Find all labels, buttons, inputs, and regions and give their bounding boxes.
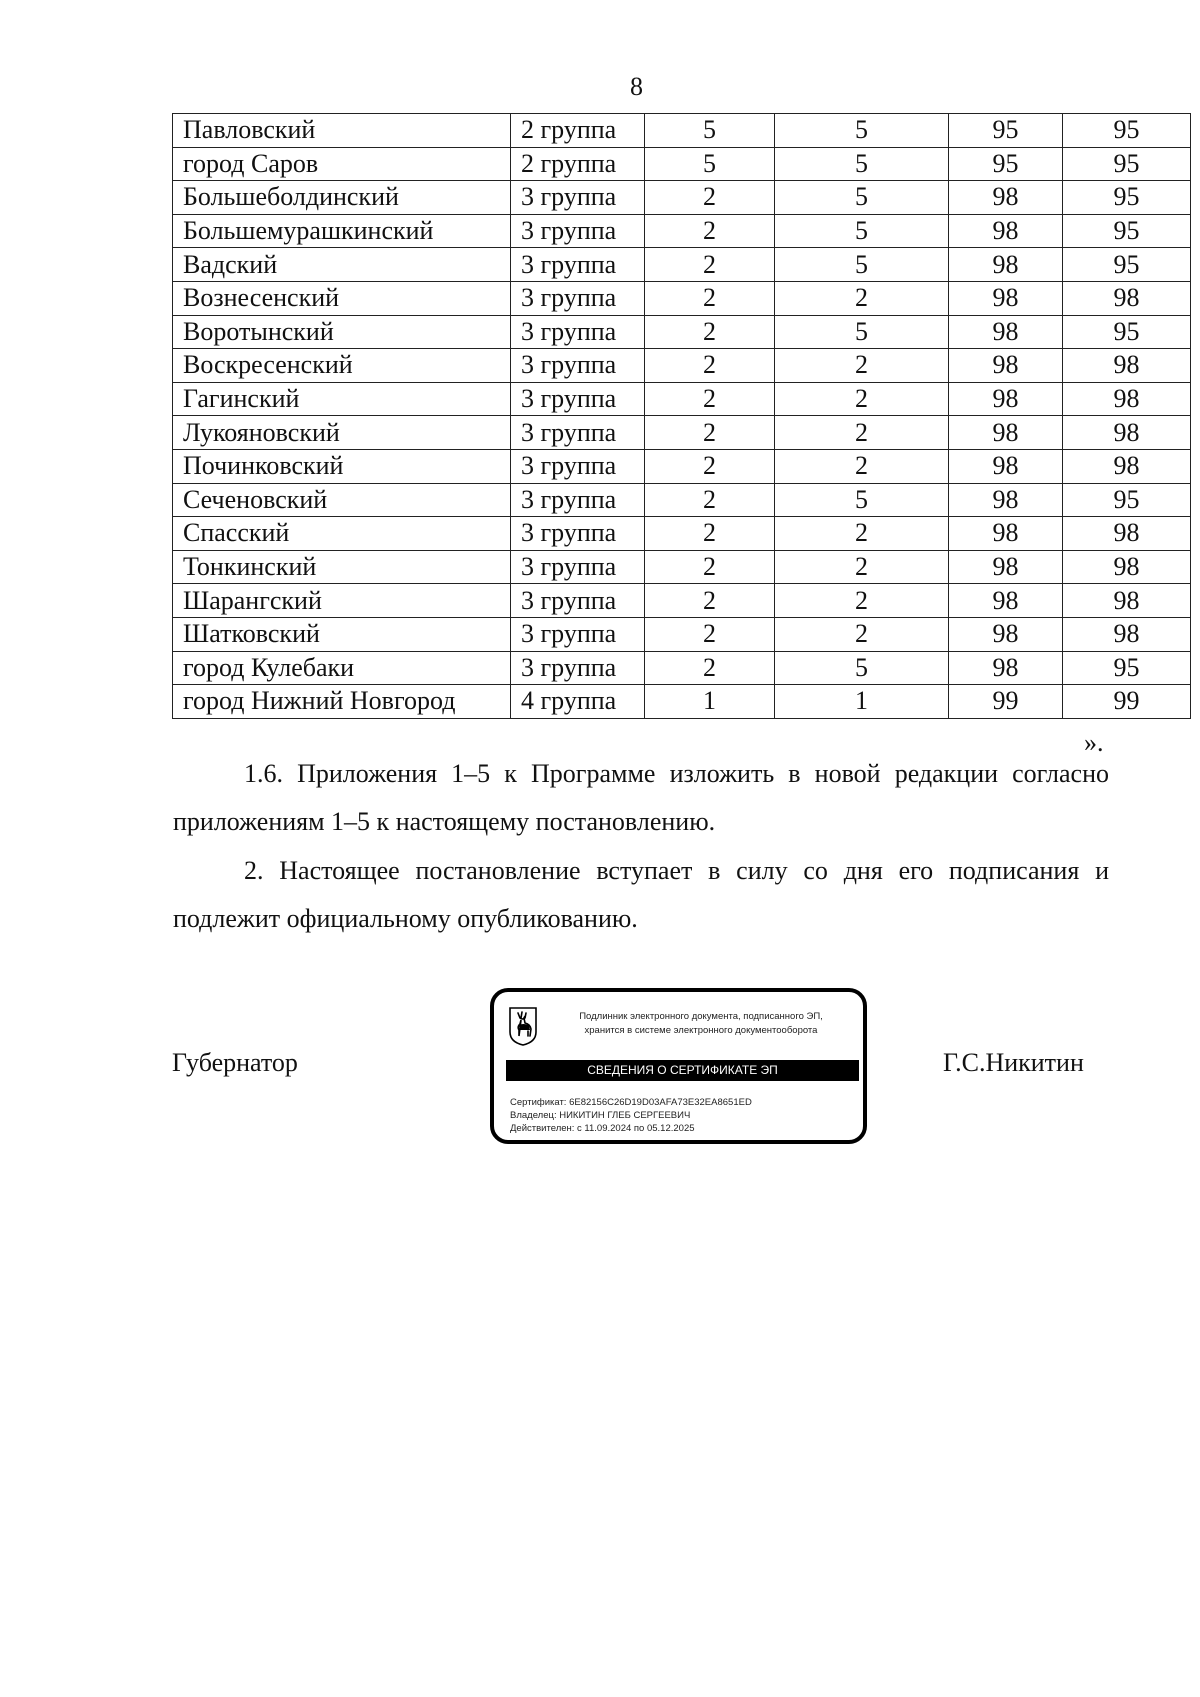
group-cell: 2 группа xyxy=(511,147,645,181)
value-cell: 95 xyxy=(1063,181,1191,215)
value-cell: 5 xyxy=(775,147,949,181)
table-row xyxy=(173,550,1191,584)
table-row xyxy=(173,584,1191,618)
table-row xyxy=(173,449,1191,483)
district-cell: Павловский xyxy=(173,114,511,148)
group-cell: 3 группа xyxy=(511,449,645,483)
value-cell: 98 xyxy=(949,449,1063,483)
value-cell: 98 xyxy=(949,617,1063,651)
value-cell: 98 xyxy=(1063,517,1191,551)
table-row xyxy=(173,248,1191,282)
closing-quote: ». xyxy=(1084,728,1104,757)
value-cell: 95 xyxy=(1063,483,1191,517)
table-row xyxy=(173,181,1191,215)
value-cell: 2 xyxy=(645,214,775,248)
group-cell: 2 группа xyxy=(511,114,645,148)
value-cell: 5 xyxy=(645,114,775,148)
district-cell: Воротынский xyxy=(173,315,511,349)
table-row xyxy=(173,147,1191,181)
value-cell: 95 xyxy=(949,114,1063,148)
table-row xyxy=(173,349,1191,383)
value-cell: 2 xyxy=(645,315,775,349)
value-cell: 2 xyxy=(645,584,775,618)
district-cell: Большеболдинский xyxy=(173,181,511,215)
value-cell: 98 xyxy=(949,248,1063,282)
signatory-name: Г.С.Никитин xyxy=(943,1048,1084,1077)
value-cell: 98 xyxy=(949,517,1063,551)
value-cell: 5 xyxy=(775,248,949,282)
value-cell: 98 xyxy=(949,651,1063,685)
value-cell: 2 xyxy=(645,517,775,551)
table-row xyxy=(173,416,1191,450)
value-cell: 98 xyxy=(1063,584,1191,618)
value-cell: 2 xyxy=(775,550,949,584)
value-cell: 5 xyxy=(775,315,949,349)
group-cell: 3 группа xyxy=(511,584,645,618)
value-cell: 95 xyxy=(1063,147,1191,181)
value-cell: 98 xyxy=(1063,349,1191,383)
value-cell: 2 xyxy=(775,517,949,551)
value-cell: 2 xyxy=(645,248,775,282)
value-cell: 2 xyxy=(775,449,949,483)
district-cell: Починковский xyxy=(173,449,511,483)
value-cell: 98 xyxy=(1063,281,1191,315)
value-cell: 98 xyxy=(949,214,1063,248)
district-cell: город Кулебаки xyxy=(173,651,511,685)
certificate-details xyxy=(510,1096,752,1135)
district-cell: город Саров xyxy=(173,147,511,181)
district-cell: Тонкинский xyxy=(173,550,511,584)
group-cell: 3 группа xyxy=(511,214,645,248)
value-cell: 95 xyxy=(1063,248,1191,282)
value-cell: 5 xyxy=(775,651,949,685)
district-cell: Шарангский xyxy=(173,584,511,618)
value-cell: 95 xyxy=(1063,214,1191,248)
value-cell: 1 xyxy=(645,685,775,719)
paragraph-1-6: 1.6. Приложения 1–5 к Программе изложить в новой редакции согласно приложениям 1–5 к настоящему постановлению. xyxy=(173,759,1109,836)
value-cell: 2 xyxy=(775,416,949,450)
certificate-info-bar: СВЕДЕНИЯ О СЕРТИФИКАТЕ ЭП xyxy=(506,1060,859,1081)
value-cell: 2 xyxy=(645,617,775,651)
table-row xyxy=(173,517,1191,551)
table-row xyxy=(173,315,1191,349)
value-cell: 2 xyxy=(645,483,775,517)
stamp-header xyxy=(546,1010,856,1038)
district-cell: Спасский xyxy=(173,517,511,551)
group-cell: 4 группа xyxy=(511,685,645,719)
value-cell: 98 xyxy=(949,349,1063,383)
table-row xyxy=(173,382,1191,416)
district-cell: Вознесенский xyxy=(173,281,511,315)
value-cell: 5 xyxy=(645,147,775,181)
value-cell: 5 xyxy=(775,214,949,248)
group-cell: 3 группа xyxy=(511,416,645,450)
value-cell: 2 xyxy=(645,651,775,685)
value-cell: 2 xyxy=(775,617,949,651)
stamp-header-line-1: Подлинник электронного документа, подписанного ЭП, xyxy=(579,1011,823,1022)
district-cell: Вадский xyxy=(173,248,511,282)
value-cell: 98 xyxy=(1063,416,1191,450)
value-cell: 2 xyxy=(645,181,775,215)
signatory-title: Губернатор xyxy=(172,1048,298,1077)
group-cell: 3 группа xyxy=(511,349,645,383)
value-cell: 2 xyxy=(645,449,775,483)
value-cell: 99 xyxy=(1063,685,1191,719)
table-row xyxy=(173,617,1191,651)
value-cell: 95 xyxy=(1063,651,1191,685)
value-cell: 2 xyxy=(645,550,775,584)
value-cell: 98 xyxy=(1063,382,1191,416)
table-row xyxy=(173,214,1191,248)
data-table xyxy=(172,113,1191,719)
certificate-owner: Владелец: НИКИТИН ГЛЕБ СЕРГЕЕВИЧ xyxy=(510,1110,691,1121)
group-cell: 3 группа xyxy=(511,651,645,685)
district-cell: Шатковский xyxy=(173,617,511,651)
table-row xyxy=(173,483,1191,517)
group-cell: 3 группа xyxy=(511,617,645,651)
table-row xyxy=(173,651,1191,685)
value-cell: 98 xyxy=(949,483,1063,517)
value-cell: 1 xyxy=(775,685,949,719)
electronic-signature-stamp xyxy=(490,988,867,1144)
table-row xyxy=(173,114,1191,148)
value-cell: 2 xyxy=(775,382,949,416)
value-cell: 98 xyxy=(949,315,1063,349)
group-cell: 3 группа xyxy=(511,382,645,416)
table-body xyxy=(173,114,1191,719)
district-cell: Лукояновский xyxy=(173,416,511,450)
value-cell: 2 xyxy=(645,349,775,383)
value-cell: 98 xyxy=(949,281,1063,315)
group-cell: 3 группа xyxy=(511,181,645,215)
district-cell: город Нижний Новгород xyxy=(173,685,511,719)
value-cell: 2 xyxy=(645,416,775,450)
value-cell: 2 xyxy=(775,281,949,315)
value-cell: 98 xyxy=(949,584,1063,618)
value-cell: 2 xyxy=(775,584,949,618)
value-cell: 98 xyxy=(949,181,1063,215)
value-cell: 2 xyxy=(775,349,949,383)
coat-of-arms-icon xyxy=(508,1006,538,1046)
value-cell: 98 xyxy=(1063,550,1191,584)
value-cell: 99 xyxy=(949,685,1063,719)
stamp-header-line-2: хранится в системе электронного документооборота xyxy=(584,1025,818,1036)
district-cell: Большемурашкинский xyxy=(173,214,511,248)
district-cell: Воскресенский xyxy=(173,349,511,383)
table-row xyxy=(173,685,1191,719)
value-cell: 5 xyxy=(775,181,949,215)
value-cell: 2 xyxy=(645,281,775,315)
value-cell: 98 xyxy=(1063,617,1191,651)
group-cell: 3 группа xyxy=(511,281,645,315)
value-cell: 95 xyxy=(1063,315,1191,349)
group-cell: 3 группа xyxy=(511,517,645,551)
group-cell: 3 группа xyxy=(511,550,645,584)
value-cell: 95 xyxy=(949,147,1063,181)
district-cell: Гагинский xyxy=(173,382,511,416)
value-cell: 5 xyxy=(775,114,949,148)
district-cell: Сеченовский xyxy=(173,483,511,517)
paragraph-2: 2. Настоящее постановление вступает в силу со дня его подписания и подлежит официальному опубликованию. xyxy=(173,856,1109,933)
page-number: 8 xyxy=(630,72,643,101)
value-cell: 98 xyxy=(949,382,1063,416)
table-row xyxy=(173,281,1191,315)
group-cell: 3 группа xyxy=(511,483,645,517)
value-cell: 95 xyxy=(1063,114,1191,148)
certificate-validity: Действителен: с 11.09.2024 по 05.12.2025 xyxy=(510,1123,695,1134)
value-cell: 5 xyxy=(775,483,949,517)
value-cell: 2 xyxy=(645,382,775,416)
group-cell: 3 группа xyxy=(511,248,645,282)
value-cell: 98 xyxy=(949,550,1063,584)
group-cell: 3 группа xyxy=(511,315,645,349)
value-cell: 98 xyxy=(1063,449,1191,483)
certificate-serial: Сертификат: 6E82156C26D19D03AFA73E32EA8651ED xyxy=(510,1097,752,1108)
value-cell: 98 xyxy=(949,416,1063,450)
